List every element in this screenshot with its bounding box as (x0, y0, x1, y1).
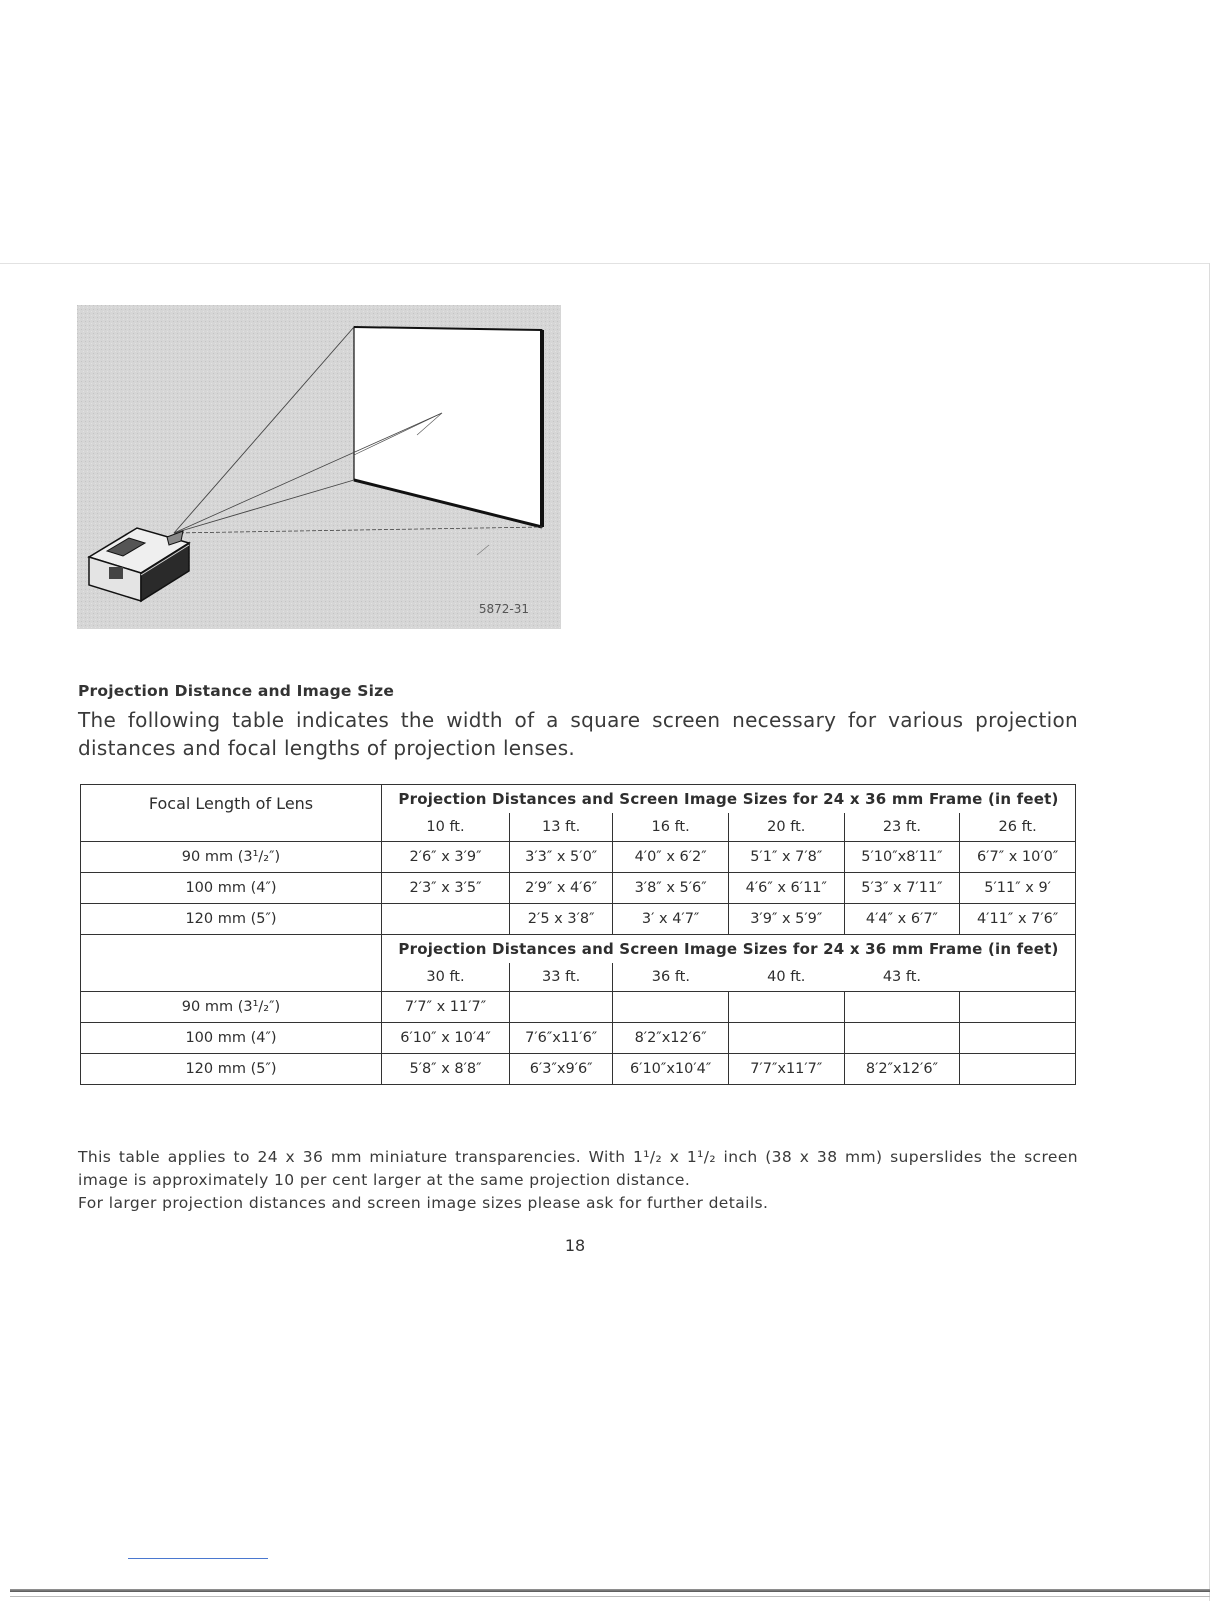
table-row (81, 1023, 1076, 1054)
image-size-cell: 4′11″ x 7′6″ (960, 904, 1076, 935)
focal-length-cell: 120 mm (5″) (81, 904, 382, 935)
footnote-larger-distances: For larger projection distances and screen image sizes please ask for further details. (78, 1194, 769, 1212)
image-size-cell: 5′10″x8′11″ (844, 842, 960, 873)
distance-header: 13 ft. (510, 813, 613, 842)
distance-header: 36 ft. (613, 963, 729, 992)
underline-mark (128, 1558, 268, 1559)
distance-header: 10 ft. (382, 813, 510, 842)
image-size-cell: 2′6″ x 3′9″ (382, 842, 510, 873)
image-size-cell: 7′7″x11′7″ (728, 1054, 844, 1085)
projector-screen-drawing (77, 305, 561, 629)
group1-title: Projection Distances and Screen Image Sizes for 24 x 36 mm Frame (in feet) (382, 785, 1076, 814)
footnote-superslides: This table applies to 24 x 36 mm miniature transparencies. With 1¹/₂ x 1¹/₂ inch (38 x 38 mm) superslides the screen image is approximately 10 per cent larger at the same projection distance. (78, 1148, 1078, 1189)
table-row (81, 904, 1076, 935)
distance-header: 26 ft. (960, 813, 1076, 842)
group2-title: Projection Distances and Screen Image Sizes for 24 x 36 mm Frame (in feet) (382, 935, 1076, 964)
focal-length-cell: 100 mm (4″) (81, 1023, 382, 1054)
bottom-rule (10, 1589, 1210, 1592)
image-size-cell: 4′6″ x 6′11″ (728, 873, 844, 904)
image-size-cell: 5′1″ x 7′8″ (728, 842, 844, 873)
image-size-cell: 2′3″ x 3′5″ (382, 873, 510, 904)
distance-header: 20 ft. (728, 813, 844, 842)
image-size-cell: 7′7″ x 11′7″ (382, 992, 510, 1023)
image-size-cell: 2′9″ x 4′6″ (510, 873, 613, 904)
image-size-cell (844, 1023, 960, 1054)
image-size-cell (382, 904, 510, 935)
image-size-cell: 4′0″ x 6′2″ (613, 842, 729, 873)
image-size-cell: 4′4″ x 6′7″ (844, 904, 960, 935)
distance-header: 16 ft. (613, 813, 729, 842)
image-size-cell (728, 1023, 844, 1054)
bottom-rule-thin (10, 1596, 1210, 1597)
image-size-cell: 6′7″ x 10′0″ (960, 842, 1076, 873)
focal-length-cell: 90 mm (3¹/₂″) (81, 842, 382, 873)
table-row (81, 873, 1076, 904)
image-size-cell: 3′9″ x 5′9″ (728, 904, 844, 935)
image-size-cell: 3′3″ x 5′0″ (510, 842, 613, 873)
projection-table (80, 784, 1076, 1085)
image-size-cell: 2′5 x 3′8″ (510, 904, 613, 935)
focal-length-cell: 100 mm (4″) (81, 873, 382, 904)
section-heading: Projection Distance and Image Size (78, 682, 395, 700)
distance-header: 30 ft. (426, 969, 465, 985)
distance-header: 23 ft. (844, 813, 960, 842)
image-size-cell: 3′8″ x 5′6″ (613, 873, 729, 904)
table-row (81, 992, 1076, 1023)
distance-header: 33 ft. (510, 963, 613, 992)
distance-header (960, 963, 1076, 992)
table-row (81, 842, 1076, 873)
page-edge-right (1209, 263, 1210, 1601)
image-size-cell (960, 1023, 1076, 1054)
page-edge-top (0, 263, 1210, 264)
footnotes (78, 1146, 1078, 1215)
image-size-cell: 8′2″x12′6″ (844, 1054, 960, 1085)
image-size-cell (844, 992, 960, 1023)
image-size-cell: 7′6″x11′6″ (510, 1023, 613, 1054)
image-size-cell: 8′2″x12′6″ (613, 1023, 729, 1054)
focal-length-cell: 90 mm (3¹/₂″) (81, 992, 382, 1023)
image-size-cell: 5′11″ x 9′ (960, 873, 1076, 904)
intro-paragraph: The following table indicates the width of a square screen necessary for various projection distances and focal lengths of projection lenses. (78, 708, 1078, 760)
image-size-cell: 3′ x 4′7″ (613, 904, 729, 935)
image-size-cell (960, 1054, 1076, 1085)
distance-header: 43 ft. (882, 969, 922, 985)
figure-code: 5872-31 (478, 602, 529, 616)
image-size-cell: 6′3″x9′6″ (510, 1054, 613, 1085)
image-size-cell: 5′3″ x 7′11″ (844, 873, 960, 904)
table-row (81, 1054, 1076, 1085)
focal-length-header: Focal Length of Lens (81, 785, 382, 842)
projection-illustration (77, 305, 561, 629)
image-size-cell: 6′10″x10′4″ (613, 1054, 729, 1085)
image-size-cell (613, 992, 729, 1023)
focal-length-blank (81, 935, 382, 992)
distance-header: 40 ft. (767, 969, 806, 985)
focal-length-cell: 120 mm (5″) (81, 1054, 382, 1085)
image-size-cell: 6′10″ x 10′4″ (382, 1023, 510, 1054)
image-size-cell (728, 992, 844, 1023)
image-size-cell (960, 992, 1076, 1023)
image-size-cell (510, 992, 613, 1023)
image-size-cell: 5′8″ x 8′8″ (382, 1054, 510, 1085)
page-number: 18 (564, 1236, 586, 1255)
group2-header-row (81, 935, 1076, 964)
